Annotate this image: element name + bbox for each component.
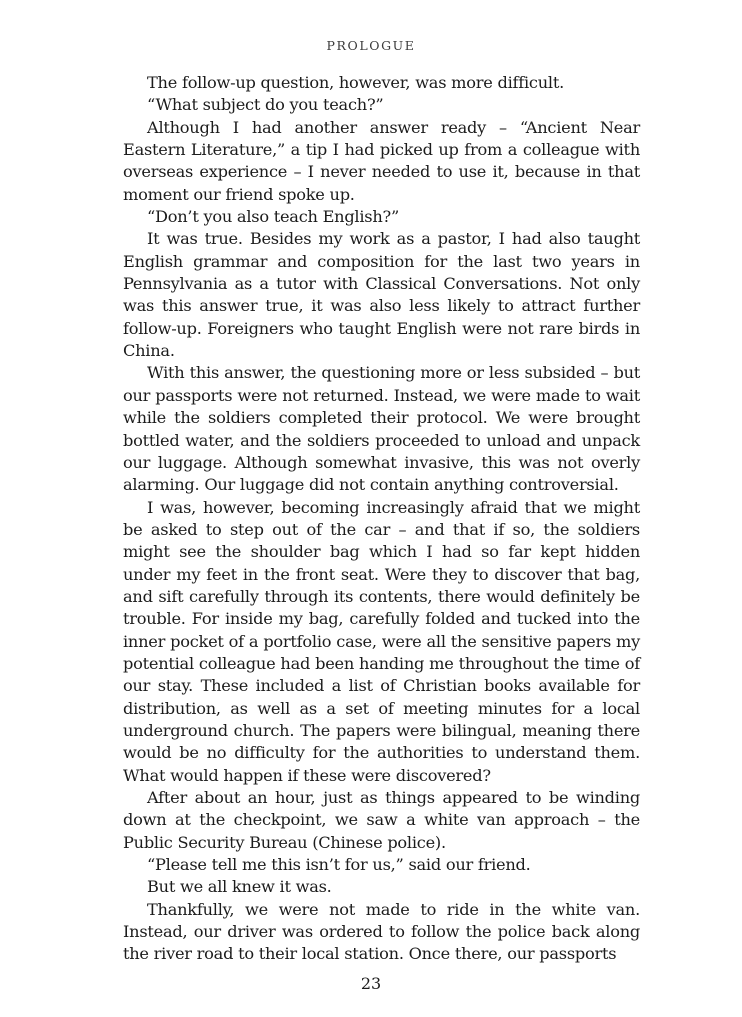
paragraph: It was true. Besides my work as a pastor, I had also taught English grammar and composition for the last two years in Pennsylvania as a tutor with Classical Conversations. Not only was this answer true, it was also less likely to attract further follow-up. Foreigners who taught English were not rare birds in China. [123, 229, 640, 361]
paragraph: With this answer, the questioning more or less subsided – but our passports were not returned. Instead, we were made to wait while the soldiers completed their protocol. We were brought bottled water, and the soldiers proceeded to unload and unpack our luggage. Although somewhat invasive, this was not overly alarming. Our luggage did not contain anything controversial. [123, 363, 640, 495]
page-number: 23 [360, 974, 382, 993]
running-head: PROLOGUE [326, 38, 416, 53]
paragraph: The follow-up question, however, was more difficult. [147, 73, 564, 92]
paragraph: “What subject do you teach?” [147, 95, 384, 115]
paragraph: Although I had another answer ready – “Ancient Near Eastern Literature,” a tip I had picked up from a colleague with overseas experience – I never needed to use it, because in that moment our friend spoke up. [123, 117, 640, 204]
paragraph: “Don’t you also teach English?” [147, 207, 399, 227]
paragraph: “Please tell me this isn’t for us,” said our friend. [147, 855, 531, 875]
paragraph: After about an hour, just as things appeared to be winding down at the checkpoint, we saw a white van approach – the Public Security Bureau (Chinese police). [123, 788, 640, 852]
paragraph: I was, however, becoming increasingly afraid that we might be asked to step out of the car – and that if so, the soldiers might see the shoulder bag which I had so far kept hidden under my feet in the front seat. Were they to discover that bag, and sift carefully through its contents, there would definitely be trouble. For inside my bag, carefully folded and tucked into the inner pocket of a portfolio case, were all the sensitive papers my potential colleague had been handing me throughout the time of our stay. These included a list of Christian books available for distribution, as well as a set of meeting minutes for a local underground church. The papers were bilingual, meaning there would be no difficulty for the authorities to understand them. What would happen if these were discovered? [123, 497, 640, 785]
paragraph: Thankfully, we were not made to ride in the white van. Instead, our driver was ordered to follow the police back along the river road to their local station. Once there, our passports [123, 899, 640, 964]
body-text [123, 72, 640, 966]
paragraph: But we all knew it was. [147, 877, 332, 897]
